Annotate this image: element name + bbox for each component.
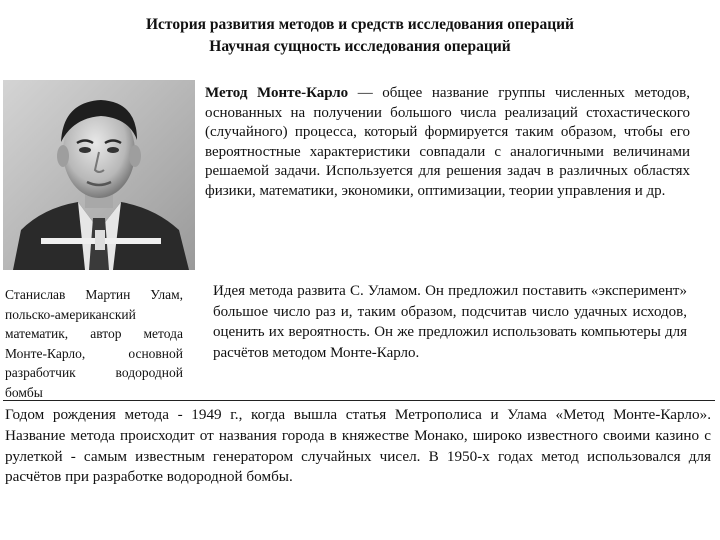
portrait-photo <box>3 80 195 270</box>
divider <box>3 400 715 401</box>
definition-paragraph <box>205 84 690 202</box>
portrait-image <box>3 80 195 270</box>
page-subtitle: Научная сущность исследования операций <box>209 38 511 55</box>
photo-caption: Станислав Мартин Улам, польско-американский математик, автор метода Монте-Карло, основной разработчик водородной бомбы <box>5 287 183 400</box>
definition-term: Метод Монте-Карло <box>205 85 349 101</box>
page-title: История развития методов и средств исследования операций <box>145 16 574 33</box>
definition-text: — общее название группы численных методов, основанных на получении большого числа реализаций стохастического (случайного) процесса, который формируется таким образом, чтобы его вероятностные характеристики совпадали с аналогичными величинами решаемой задачи. Используется для решения задач в различных областях физики, математики, экономики, оптимизации, теории управления и др. <box>205 85 690 199</box>
idea-paragraph: Идея метода развита С. Уламом. Он предложил поставить «эксперимент» большое число раз и, таким образом, подсчитав число удачных исходов, оценить их вероятность. Он же предложил использовать компьютеры для расчётов методом Монте-Карло. <box>213 283 687 361</box>
history-paragraph: Годом рождения метода - 1949 г., когда вышла статья Метрополиса и Улама «Метод Монте-Карло». Название метода происходит от названия города в княжестве Монако, широко известного своими казино с рулеткой - самым известным генератором случайных чисел. В 1950-х годах метод использовался для расчётов при разработке водородной бомбы. <box>5 406 711 486</box>
